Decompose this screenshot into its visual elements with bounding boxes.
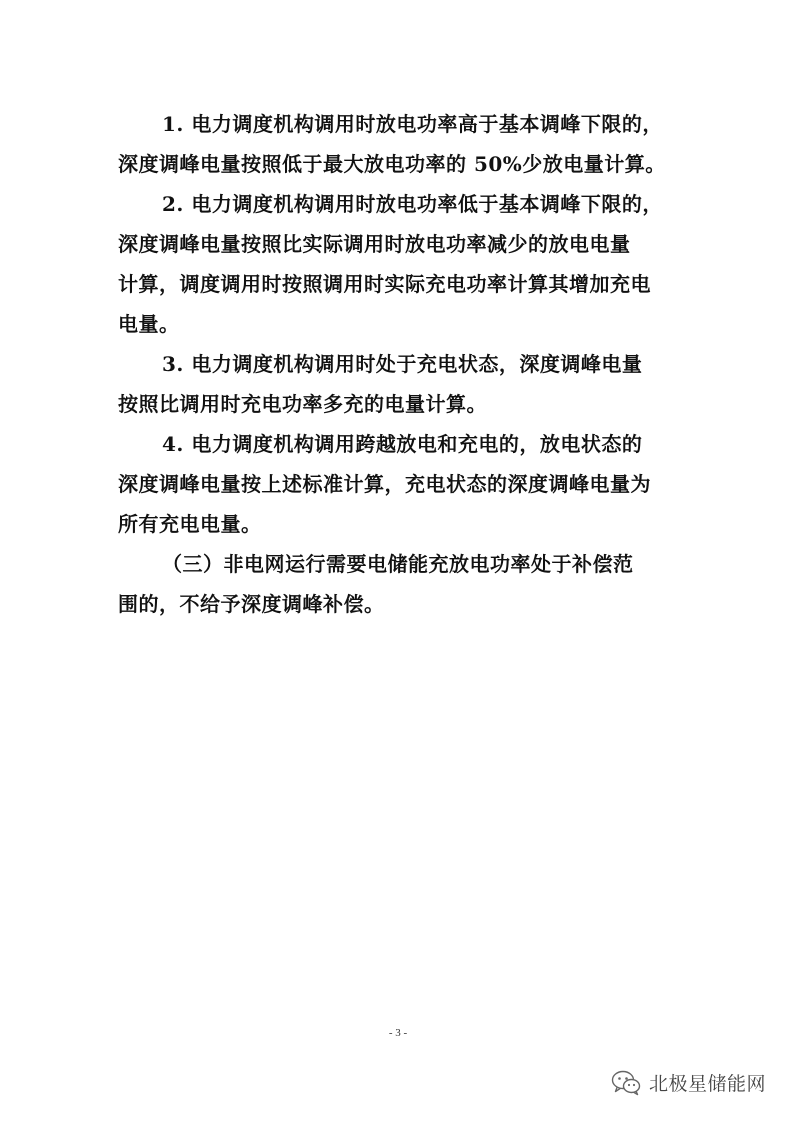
paragraph-4-line-2: 深度调峰电量按上述标准计算，充电状态的深度调峰电量为 (118, 472, 651, 496)
paragraph-1-line-1: 1. 电力调度机构调用时放电功率高于基本调峰下限的， (162, 112, 663, 136)
page-number: - 3 - (388, 1027, 408, 1039)
watermark (611, 1069, 766, 1096)
paragraph-4-line-3: 所有充电电量。 (118, 512, 262, 536)
paragraph-2-line-1: 2. 电力调度机构调用时放电功率低于基本调峰下限的， (162, 192, 663, 216)
watermark-text: 北极星储能网 (648, 1073, 766, 1095)
paragraph-2-line-3: 计算，调度调用时按照调用时实际充电功率计算其增加充电 (118, 272, 651, 296)
paragraph-5-line-2: 围的，不给予深度调峰补偿。 (118, 592, 385, 616)
paragraph-2-line-2: 深度调峰电量按照比实际调用时放电功率减少的放电电量 (118, 232, 631, 256)
document-body (118, 104, 678, 624)
wechat-icon (611, 1070, 641, 1096)
paragraph-3-line-2: 按照比调用时充电功率多充的电量计算。 (118, 392, 487, 416)
paragraph-3-line-1: 3. 电力调度机构调用时处于充电状态，深度调峰电量 (162, 352, 643, 376)
paragraph-5-line-1: （三）非电网运行需要电储能充放电功率处于补偿范 (162, 552, 634, 576)
paragraph-1-line-2: 深度调峰电量按照低于最大放电功率的 50%少放电量计算。 (118, 152, 666, 176)
paragraph-4-line-1: 4. 电力调度机构调用跨越放电和充电的，放电状态的 (162, 432, 643, 456)
paragraph-2-line-4: 电量。 (118, 312, 180, 336)
